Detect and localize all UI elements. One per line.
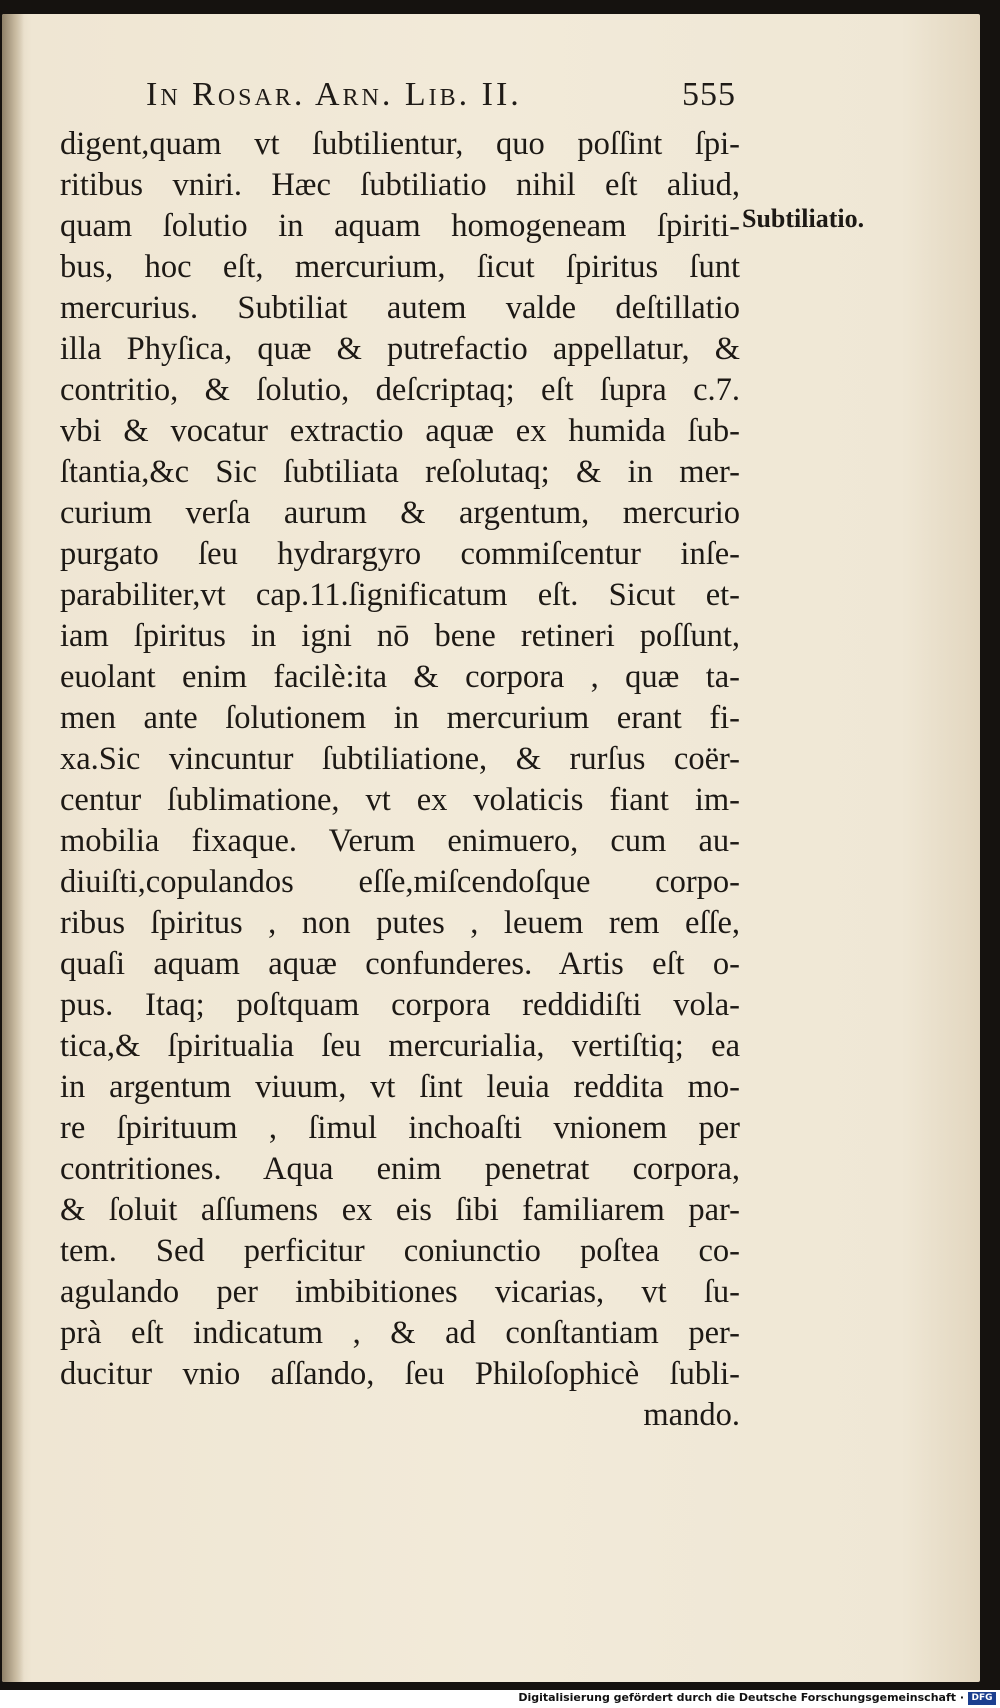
- text-line: mercurius. Subtiliat autem valde deſtillatio: [60, 290, 740, 326]
- text-line: curium verſa aurum & argentum, mercurio: [60, 495, 740, 531]
- text-line: contritiones. Aqua enim penetrat corpora,: [60, 1151, 740, 1187]
- text-line: centur ſublimatione, vt ex volaticis fiant im-: [60, 782, 740, 818]
- body-text: [60, 124, 740, 1436]
- text-line: men ante ſolutionem in mercurium erant fi-: [60, 700, 740, 736]
- marginal-note: Subtiliatio.: [742, 204, 865, 233]
- text-line: quaſi aquam aquæ confunderes. Artis eſt o-: [60, 946, 740, 982]
- text-line: agulando per imbibitiones vicarias, vt ſu-: [60, 1274, 740, 1310]
- text-line: parabiliter,vt cap.11.ſignificatum eſt. Sicut et-: [60, 577, 740, 613]
- text-line: bus, hoc eſt, mercurium, ſicut ſpiritus ſunt: [60, 249, 740, 285]
- text-line: contritio, & ſolutio, deſcriptaq; eſt ſupra c.7.: [60, 372, 740, 408]
- digitization-footer: [0, 1690, 1000, 1708]
- text-line: iam ſpiritus in igni nō bene retineri poſſunt,: [60, 618, 740, 654]
- dfg-logo: DFG: [968, 1692, 996, 1705]
- text-line: tem. Sed perficitur coniunctio poſtea co-: [60, 1233, 740, 1269]
- text-line: tica,& ſpiritualia ſeu mercurialia, vertiſtiq; ea: [60, 1028, 740, 1064]
- text-line: ritibus vniri. Hæc ſubtiliatio nihil eſt aliud,: [60, 167, 740, 203]
- text-line: mando.: [643, 1397, 740, 1433]
- text-line: & ſoluit aſſumens ex eis ſibi familiarem par-: [60, 1192, 740, 1228]
- book-page: [2, 14, 980, 1682]
- text-line: vbi & vocatur extractio aquæ ex humida ſub-: [60, 413, 740, 449]
- text-line: euolant enim facilè:ita & corpora , quæ ta-: [60, 659, 740, 695]
- text-line: diuiſti,copulandos eſſe,miſcendoſque corpo-: [60, 864, 740, 900]
- text-line: prà eſt indicatum , & ad conſtantiam per-: [60, 1315, 740, 1351]
- running-head-title: In Rosar. Arn. Lib. II.: [146, 76, 522, 113]
- text-line: mobilia fixaque. Verum enimuero, cum au-: [60, 823, 740, 859]
- text-line: re ſpirituum , ſimul inchoaſti vnionem per: [60, 1110, 740, 1146]
- text-line: pus. Itaq; poſtquam corpora reddidiſti vola-: [60, 987, 740, 1023]
- text-line: digent,quam vt ſubtilientur, quo poſſint ſpi-: [60, 126, 740, 162]
- text-line: quam ſolutio in aquam homogeneam ſpiriti-: [60, 208, 740, 244]
- text-line: ſtantia,&c Sic ſubtiliata reſolutaq; & in mer-: [60, 454, 740, 490]
- page-number: 555: [682, 76, 736, 113]
- funding-credit: Digitalisierung gefördert durch die Deutsche Forschungsgemeinschaft ·: [518, 1691, 964, 1704]
- text-line: in argentum viuum, vt ſint leuia reddita mo-: [60, 1069, 740, 1105]
- text-line: purgato ſeu hydrargyro commiſcentur inſe-: [60, 536, 740, 572]
- text-line: ribus ſpiritus , non putes , leuem rem eſſe,: [60, 905, 740, 941]
- text-line: xa.Sic vincuntur ſubtiliatione, & rurſus coër-: [60, 741, 740, 777]
- running-head: [146, 76, 736, 124]
- text-line: ducitur vnio aſſando, ſeu Philoſophicè ſubli-: [60, 1356, 740, 1392]
- text-line: illa Phyſica, quæ & putrefactio appellatur, &: [60, 331, 740, 367]
